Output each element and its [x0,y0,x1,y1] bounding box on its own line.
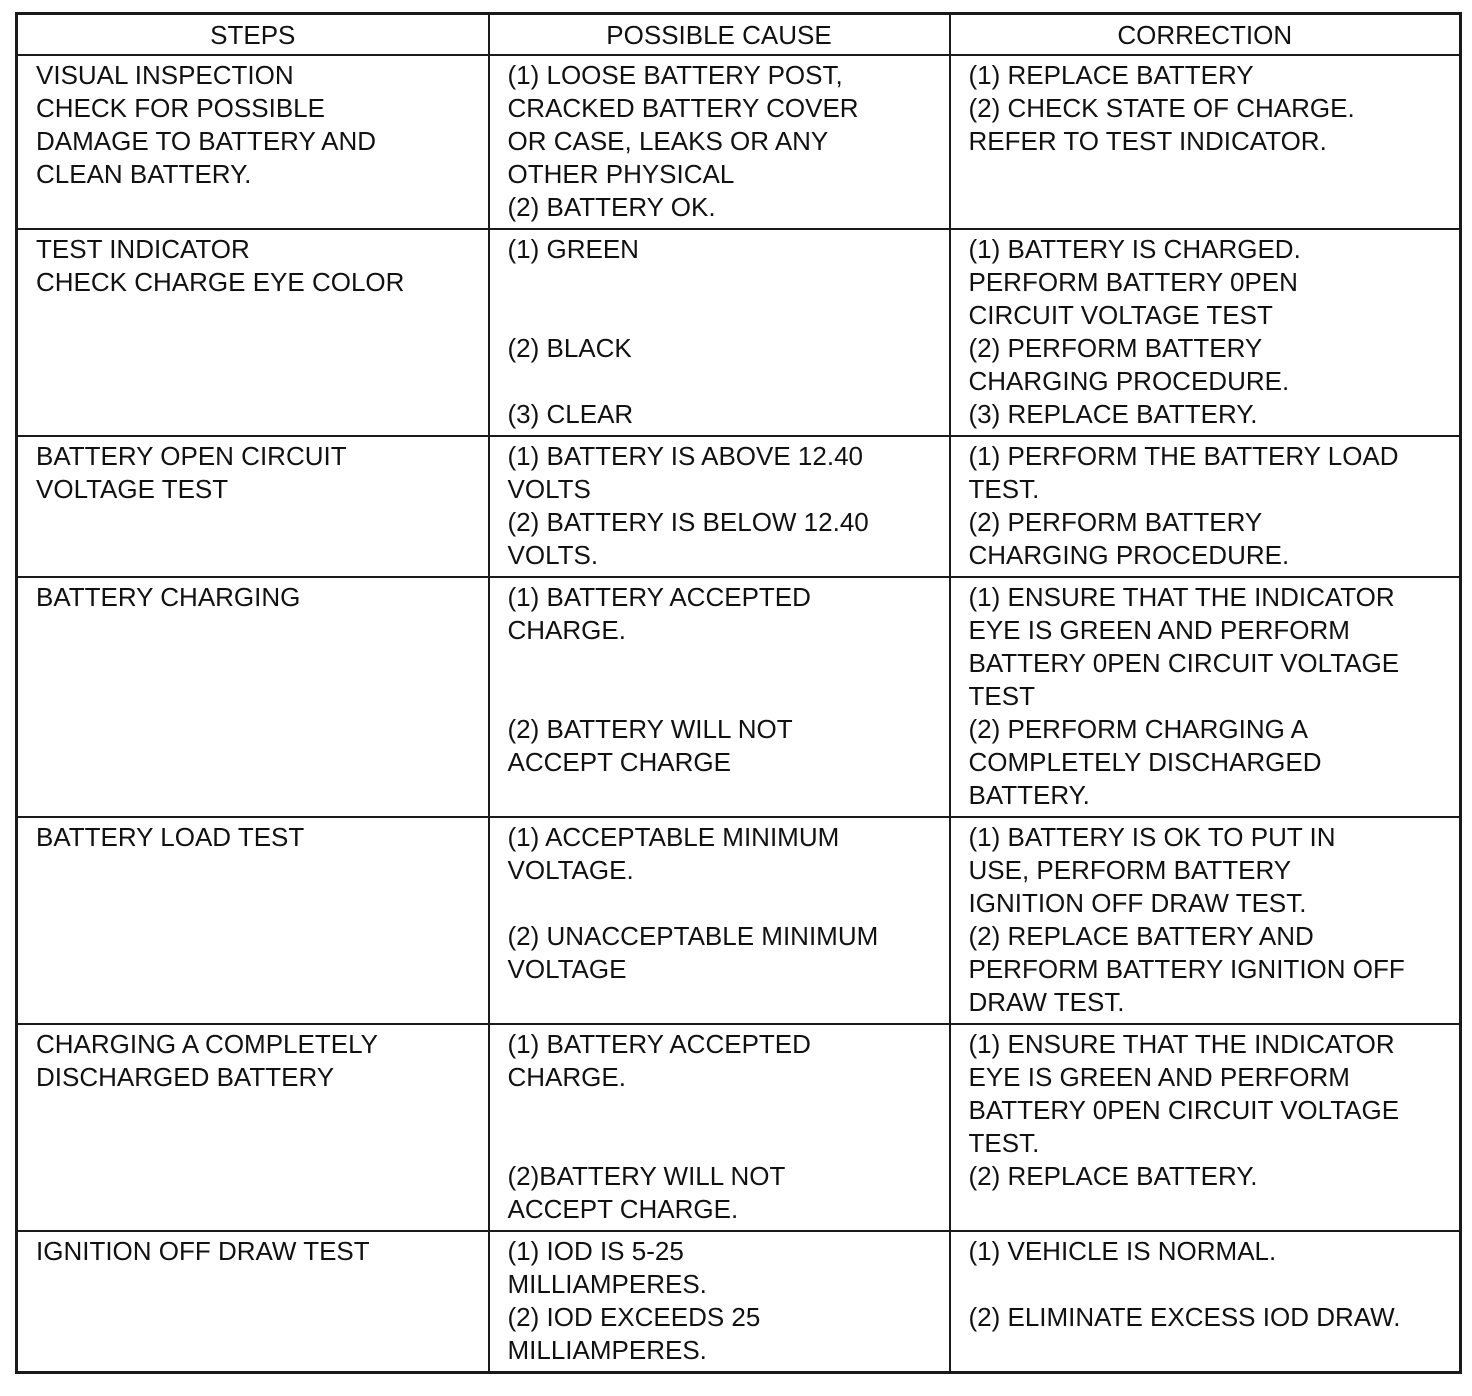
cell-text-line: (1) GREEN [507,233,639,264]
cell-text-line: CHARGE. [507,1061,626,1092]
correction-cell [950,55,1461,229]
steps-cell [17,1231,489,1373]
cell-text-line: (3) REPLACE BATTERY. [968,398,1258,429]
table-row [17,229,1461,436]
cell-text-line: (3) CLEAR [507,398,634,429]
cell-text-line: TEST. [968,1127,1040,1158]
cell-text-line: EYE IS GREEN AND PERFORM [968,614,1350,645]
cell-text-line: VISUAL INSPECTION [36,59,294,90]
diagnosis-document [15,12,1459,1374]
cell-text-line: (1) LOOSE BATTERY POST, [507,59,843,90]
cell-text-line: CIRCUIT VOLTAGE TEST [968,299,1273,330]
steps-cell [17,229,489,436]
cell-text-line: ACCEPT CHARGE. [507,1193,739,1224]
cell-text-line: IGNITION OFF DRAW TEST [36,1235,370,1266]
cell-text-line: OR CASE, LEAKS OR ANY [507,125,829,156]
cell-text-line: CHECK CHARGE EYE COLOR [36,266,405,297]
possible-cause-cell [489,55,950,229]
cell-text-line: CLEAN BATTERY. [36,158,252,189]
cell-text-line: (2) PERFORM CHARGING A [968,713,1308,744]
table-row [17,817,1461,1024]
cell-text-line: (2) BATTERY OK. [507,191,716,222]
cell-text-line: (2) REPLACE BATTERY AND [968,920,1314,951]
correction-cell [950,229,1461,436]
blank-line [969,1268,1448,1301]
cell-text-line: CHARGING PROCEDURE. [968,539,1290,570]
cell-text-line: BATTERY OPEN CIRCUIT [36,440,347,471]
cell-text-line: CHARGING A COMPLETELY [36,1028,378,1059]
possible-cause-cell [489,577,950,817]
cell-text-line: (1) BATTERY IS OK TO PUT IN [968,821,1336,852]
blank-line [508,1094,937,1127]
table-row [17,1024,1461,1231]
steps-cell [17,436,489,577]
cell-text-line: (1) IOD IS 5-25 [507,1235,684,1266]
cell-text-line: VOLTAGE. [507,854,634,885]
cell-text-line: (1) PERFORM THE BATTERY LOAD [968,440,1399,471]
cell-text-line: (1) BATTERY IS CHARGED. [968,233,1301,264]
cell-text-line: ACCEPT CHARGE [507,746,731,777]
cell-text-line: COMPLETELY DISCHARGED [968,746,1322,777]
battery-diagnosis-table [15,12,1462,1374]
cell-text-line: (1) REPLACE BATTERY [968,59,1254,90]
cell-text-line: BATTERY 0PEN CIRCUIT VOLTAGE [968,1094,1400,1125]
cell-text-line: CHECK FOR POSSIBLE [36,92,325,123]
cell-text-line: OTHER PHYSICAL [507,158,735,189]
cell-text-line: CRACKED BATTERY COVER [507,92,859,123]
cell-text-line: (1) ACCEPTABLE MINIMUM [507,821,840,852]
cell-text-line: (2) REPLACE BATTERY. [968,1160,1258,1191]
possible-cause-cell [489,436,950,577]
steps-cell [17,1024,489,1231]
cell-text-line: TEST INDICATOR [36,233,250,264]
header-possible-cause: POSSIBLE CAUSE [489,14,950,55]
possible-cause-cell [489,1024,950,1231]
table-row [17,436,1461,577]
possible-cause-cell [489,817,950,1024]
cell-text-line: VOLTS. [507,539,599,570]
cell-text-line: (1) BATTERY ACCEPTED [507,581,811,612]
steps-cell [17,55,489,229]
table-row [17,1231,1461,1373]
cell-text-line: USE, PERFORM BATTERY [968,854,1292,885]
header-row [17,14,1461,55]
possible-cause-cell [489,1231,950,1373]
cell-text-line: DAMAGE TO BATTERY AND [36,125,377,156]
correction-cell [950,1231,1461,1373]
cell-text-line: VOLTS [507,473,591,504]
table-row [17,577,1461,817]
cell-text-line: REFER TO TEST INDICATOR. [968,125,1327,156]
cell-text-line: PERFORM BATTERY 0PEN [968,266,1298,297]
cell-text-line: (2) ELIMINATE EXCESS IOD DRAW. [968,1301,1401,1332]
blank-line [508,1127,937,1160]
cell-text-line: (1) ENSURE THAT THE INDICATOR [968,1028,1395,1059]
cell-text-line: TEST [968,680,1035,711]
table-body [17,55,1461,1373]
cell-text-line: (2) BATTERY WILL NOT [507,713,793,744]
cell-text-line: BATTERY CHARGING [36,581,301,612]
cell-text-line: EYE IS GREEN AND PERFORM [968,1061,1350,1092]
cell-text-line: (2) BLACK [507,332,632,363]
cell-text-line: VOLTAGE TEST [36,473,229,504]
possible-cause-cell [489,229,950,436]
blank-line [508,680,937,713]
cell-text-line: BATTERY LOAD TEST [36,821,305,852]
steps-cell [17,817,489,1024]
table-row [17,55,1461,229]
cell-text-line: (2)BATTERY WILL NOT [507,1160,786,1191]
cell-text-line: DISCHARGED BATTERY [36,1061,335,1092]
cell-text-line: (2) BATTERY IS BELOW 12.40 [507,506,869,537]
blank-line [508,299,937,332]
cell-text-line: CHARGE. [507,614,626,645]
cell-text-line: (2) CHECK STATE OF CHARGE. [968,92,1355,123]
blank-line [508,887,937,920]
cell-text-line: (2) IOD EXCEEDS 25 [507,1301,761,1332]
cell-text-line: (1) BATTERY IS ABOVE 12.40 [507,440,863,471]
cell-text-line: (2) PERFORM BATTERY [968,332,1263,363]
cell-text-line: IGNITION OFF DRAW TEST. [968,887,1307,918]
blank-line [508,647,937,680]
cell-text-line: BATTERY. [968,779,1090,810]
steps-cell [17,577,489,817]
correction-cell [950,436,1461,577]
cell-text-line: DRAW TEST. [968,986,1125,1017]
cell-text-line: MILLIAMPERES. [507,1268,707,1299]
correction-cell [950,1024,1461,1231]
cell-text-line: (1) VEHICLE IS NORMAL. [968,1235,1277,1266]
cell-text-line: (2) UNACCEPTABLE MINIMUM [507,920,879,951]
header-steps: STEPS [17,14,489,55]
blank-line [508,266,937,299]
header-correction: CORRECTION [950,14,1461,55]
cell-text-line: PERFORM BATTERY IGNITION OFF [968,953,1405,984]
cell-text-line: VOLTAGE [507,953,627,984]
blank-line [508,365,937,398]
correction-cell [950,817,1461,1024]
cell-text-line: TEST. [968,473,1040,504]
cell-text-line: (2) PERFORM BATTERY [968,506,1263,537]
cell-text-line: CHARGING PROCEDURE. [968,365,1290,396]
cell-text-line: (1) ENSURE THAT THE INDICATOR [968,581,1395,612]
correction-cell [950,577,1461,817]
cell-text-line: BATTERY 0PEN CIRCUIT VOLTAGE [968,647,1400,678]
cell-text-line: MILLIAMPERES. [507,1334,707,1365]
cell-text-line: (1) BATTERY ACCEPTED [507,1028,811,1059]
